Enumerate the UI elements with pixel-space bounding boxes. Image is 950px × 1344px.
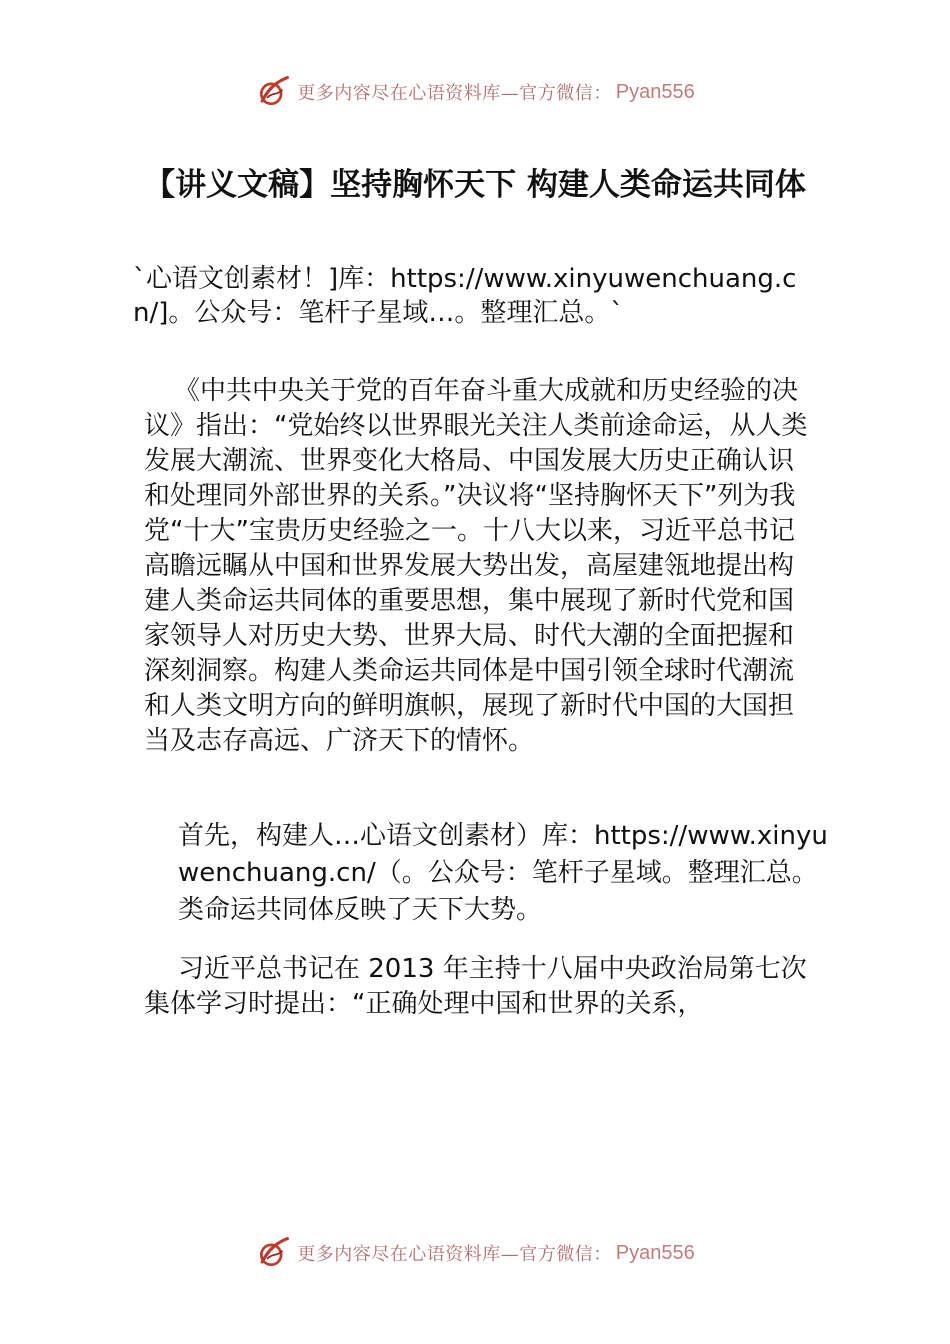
brush-logo-icon: [255, 74, 291, 110]
banner-wechat-id: Pyan556: [615, 80, 695, 103]
header-banner: [0, 72, 950, 112]
footer-banner: [0, 1233, 950, 1273]
banner-text: 更多内容尽在心语资料库—官方微信：: [297, 1244, 612, 1265]
brush-logo-icon: [255, 1235, 291, 1271]
paragraph-1: 《中共中央关于党的百年奋斗重大成就和历史经验的决议》指出：“党始终以世界眼光关注人类前途命运，从人类发展大潮流、世界变化大格局、中国发展大历史正确认识和处理同外部世界的关系。”决议将“坚持胸怀天下”列为我党“十大”宝贵历史经验之一。十八大以来，习近平总书记高瞻远瞩从中国和世界发展大势出发，高屋建瓴地提出构建人类命运共同体的重要思想，集中展现了新时代党和国家领导人对历史大势、世界大局、时代大潮的全面把握和深刻洞察。构建人类命运共同体是中国引领全球时代潮流和人类文明方向的鲜明旗帜，展现了新时代中国的大国担当及志存高远、广济天下的情怀。: [144, 376, 808, 756]
document-title: 【讲义文稿】坚持胸怀天下 构建人类命运共同体: [144, 167, 806, 203]
banner-text: 更多内容尽在心语资料库—官方微信：: [297, 83, 612, 104]
paragraph-3: 习近平总书记在 2013 年主持十八届中央政治局第七次集体学习时提出：“正确处理中国和世界的关系，: [144, 954, 807, 1019]
banner-wechat-id: Pyan556: [615, 1241, 695, 1264]
paragraph-2: 首先，构建人…心语文创素材）库：https://www.xinyuwenchuang.cn/（。公众号：笔杆子星域。整理汇总。类命运共同体反映了天下大势。: [178, 821, 828, 925]
source-note: `心语文创素材！]库：https://www.xinyuwenchuang.cn/]。公众号：笔杆子星域…。整理汇总。`: [133, 264, 797, 328]
